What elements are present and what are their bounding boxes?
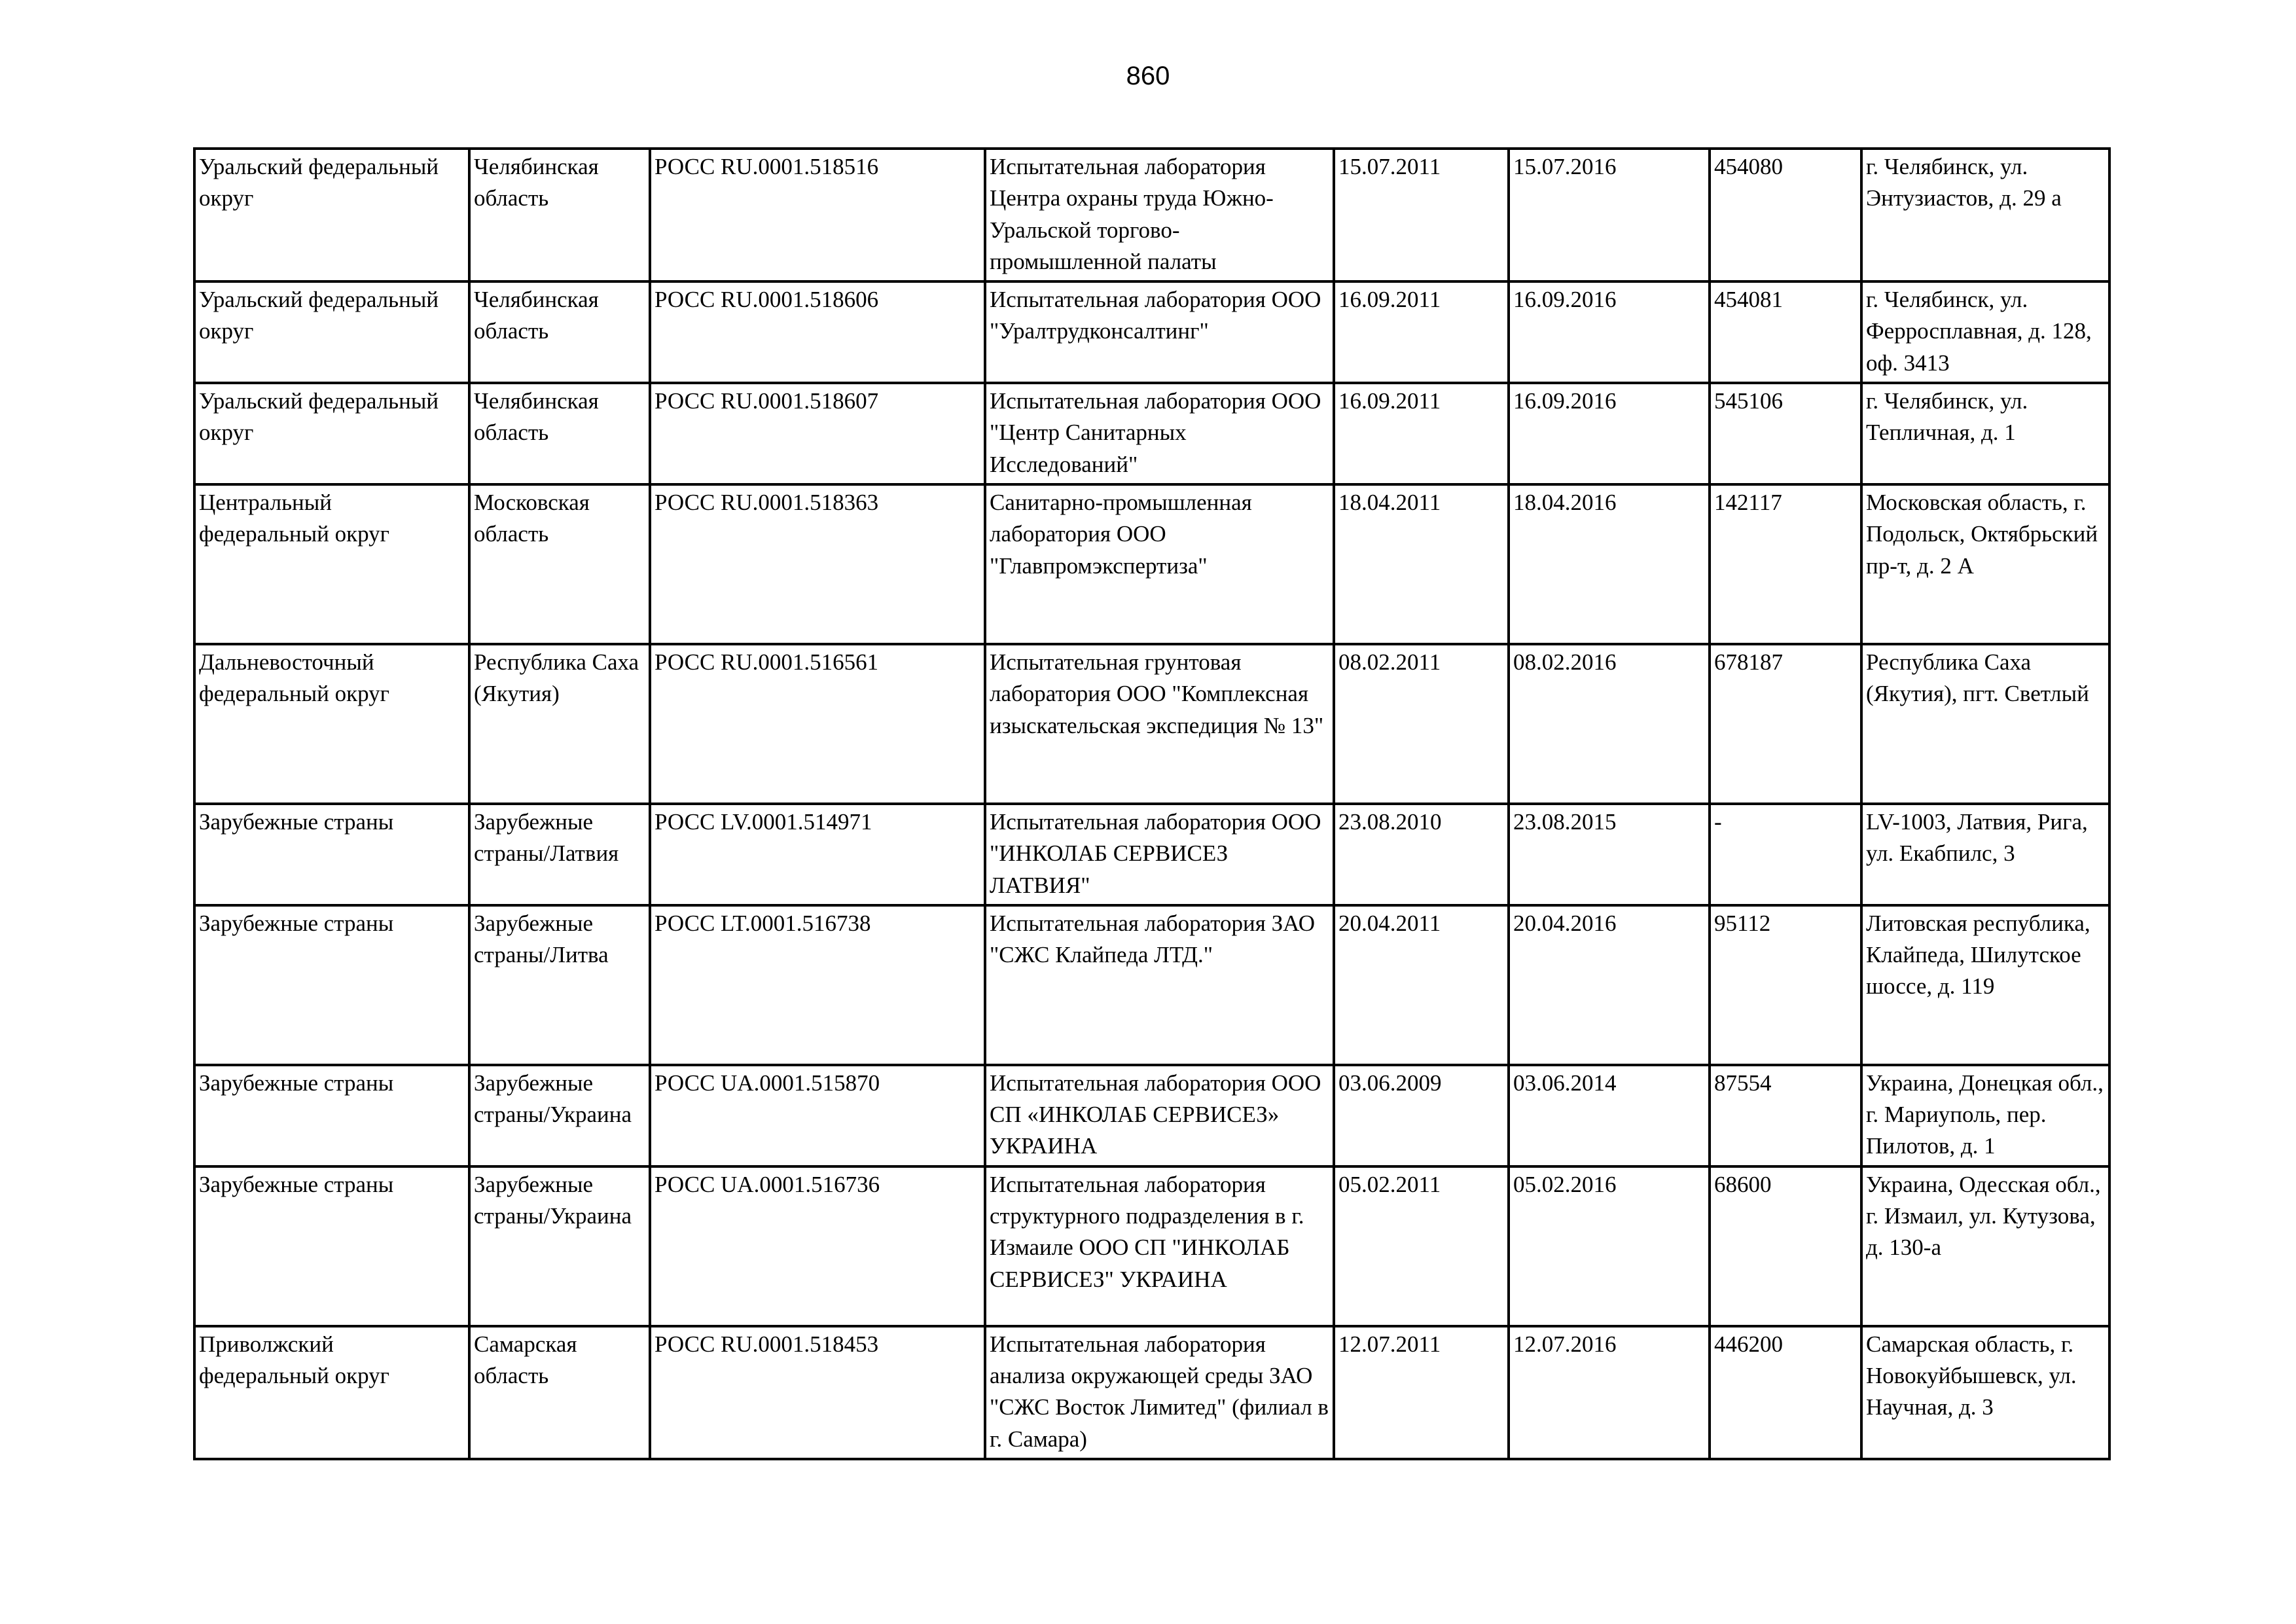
laboratory-name-cell: Санитарно-промышленная лаборатория ООО "Главпромэкспертиза" [985,484,1334,644]
table-row [194,1166,2109,1326]
issue-date-cell: 12.07.2011 [1334,1326,1509,1459]
issue-date-cell: 05.02.2011 [1334,1166,1509,1326]
address-cell: г. Челябинск, ул. Энтузиастов, д. 29 а [1861,149,2109,281]
laboratory-name-cell: Испытательная лаборатория ООО СП «ИНКОЛАБ СЕРВИСЕЗ» УКРАИНА [985,1065,1334,1166]
region-cell: Челябинская область [469,383,650,484]
expiry-date-cell: 20.04.2016 [1509,905,1710,1065]
issue-date-cell: 20.04.2011 [1334,905,1509,1065]
postal-code-cell: 454080 [1710,149,1861,281]
region-cell: Зарубежные страны/Украина [469,1166,650,1326]
address-cell: г. Челябинск, ул. Тепличная, д. 1 [1861,383,2109,484]
postal-code-cell: 87554 [1710,1065,1861,1166]
expiry-date-cell: 05.02.2016 [1509,1166,1710,1326]
postal-code-cell: 454081 [1710,281,1861,383]
postal-code-cell: - [1710,804,1861,905]
address-cell: Московская область, г. Подольск, Октябрьский пр-т, д. 2 А [1861,484,2109,644]
expiry-date-cell: 16.09.2016 [1509,281,1710,383]
laboratory-name-cell: Испытательная грунтовая лаборатория ООО "Комплексная изыскательская экспедиция № 13" [985,644,1334,804]
postal-code-cell: 68600 [1710,1166,1861,1326]
postal-code-cell: 446200 [1710,1326,1861,1459]
district-cell: Зарубежные страны [194,905,469,1065]
address-cell: Самарская область, г. Новокуйбышевск, ул. Научная, д. 3 [1861,1326,2109,1459]
issue-date-cell: 08.02.2011 [1334,644,1509,804]
district-cell: Приволжский федеральный округ [194,1326,469,1459]
certificate-number-cell: РОСС RU.0001.518606 [650,281,985,383]
address-cell: Литовская республика, Клайпеда, Шилутское шоссе, д. 119 [1861,905,2109,1065]
district-cell: Зарубежные страны [194,1065,469,1166]
district-cell: Уральский федеральный округ [194,383,469,484]
expiry-date-cell: 12.07.2016 [1509,1326,1710,1459]
certificate-number-cell: РОСС LT.0001.516738 [650,905,985,1065]
expiry-date-cell: 16.09.2016 [1509,383,1710,484]
region-cell: Зарубежные страны/Латвия [469,804,650,905]
laboratory-name-cell: Испытательная лаборатория ООО "Уралтрудконсалтинг" [985,281,1334,383]
issue-date-cell: 03.06.2009 [1334,1065,1509,1166]
expiry-date-cell: 18.04.2016 [1509,484,1710,644]
table-row [194,905,2109,1065]
laboratory-name-cell: Испытательная лаборатория ЗАО "СЖС Клайпеда ЛТД." [985,905,1334,1065]
table-row [194,281,2109,383]
postal-code-cell: 545106 [1710,383,1861,484]
district-cell: Зарубежные страны [194,1166,469,1326]
certificate-number-cell: РОСС RU.0001.518363 [650,484,985,644]
issue-date-cell: 15.07.2011 [1334,149,1509,281]
page-number: 860 [1126,62,1170,90]
certificate-number-cell: РОСС RU.0001.518453 [650,1326,985,1459]
expiry-date-cell: 15.07.2016 [1509,149,1710,281]
certificate-number-cell: РОСС LV.0001.514971 [650,804,985,905]
certificate-number-cell: РОСС RU.0001.516561 [650,644,985,804]
address-cell: Украина, Донецкая обл., г. Мариуполь, пер. Пилотов, д. 1 [1861,1065,2109,1166]
region-cell: Челябинская область [469,281,650,383]
expiry-date-cell: 03.06.2014 [1509,1065,1710,1166]
table-row [194,1326,2109,1459]
table-row [194,1065,2109,1166]
district-cell: Уральский федеральный округ [194,281,469,383]
address-cell: LV-1003, Латвия, Рига, ул. Екабпилс, 3 [1861,804,2109,905]
district-cell: Дальневосточный федеральный округ [194,644,469,804]
region-cell: Зарубежные страны/Литва [469,905,650,1065]
laboratory-name-cell: Испытательная лаборатория ООО "Центр Санитарных Исследований" [985,383,1334,484]
region-cell: Московская область [469,484,650,644]
certificate-number-cell: РОСС RU.0001.518516 [650,149,985,281]
laboratory-name-cell: Испытательная лаборатория ООО "ИНКОЛАБ СЕРВИСЕЗ ЛАТВИЯ" [985,804,1334,905]
expiry-date-cell: 08.02.2016 [1509,644,1710,804]
laboratory-name-cell: Испытательная лаборатория структурного подразделения в г. Измаиле ООО СП "ИНКОЛАБ СЕРВИСЕЗ" УКРАИНА [985,1166,1334,1326]
laboratory-name-cell: Испытательная лаборатория Центра охраны труда Южно-Уральской торгово-промышленной палаты [985,149,1334,281]
issue-date-cell: 16.09.2011 [1334,281,1509,383]
certificate-number-cell: РОСС UA.0001.516736 [650,1166,985,1326]
district-cell: Уральский федеральный округ [194,149,469,281]
table-row [194,484,2109,644]
laboratory-name-cell: Испытательная лаборатория анализа окружающей среды ЗАО "СЖС Восток Лимитед" (филиал в г. Самара) [985,1326,1334,1459]
certificate-number-cell: РОСС UA.0001.515870 [650,1065,985,1166]
issue-date-cell: 16.09.2011 [1334,383,1509,484]
table-row [194,644,2109,804]
district-cell: Зарубежные страны [194,804,469,905]
address-cell: Республика Саха (Якутия), пгт. Светлый [1861,644,2109,804]
region-cell: Зарубежные страны/Украина [469,1065,650,1166]
address-cell: г. Челябинск, ул. Ферросплавная, д. 128, оф. 3413 [1861,281,2109,383]
issue-date-cell: 18.04.2011 [1334,484,1509,644]
certificate-number-cell: РОСС RU.0001.518607 [650,383,985,484]
laboratory-registry-table [193,147,2111,1460]
issue-date-cell: 23.08.2010 [1334,804,1509,905]
table-row [194,804,2109,905]
region-cell: Республика Саха (Якутия) [469,644,650,804]
postal-code-cell: 142117 [1710,484,1861,644]
table-row [194,383,2109,484]
region-cell: Челябинская область [469,149,650,281]
postal-code-cell: 95112 [1710,905,1861,1065]
address-cell: Украина, Одесская обл., г. Измаил, ул. Кутузова, д. 130-а [1861,1166,2109,1326]
expiry-date-cell: 23.08.2015 [1509,804,1710,905]
postal-code-cell: 678187 [1710,644,1861,804]
table-row [194,149,2109,281]
region-cell: Самарская область [469,1326,650,1459]
district-cell: Центральный федеральный округ [194,484,469,644]
